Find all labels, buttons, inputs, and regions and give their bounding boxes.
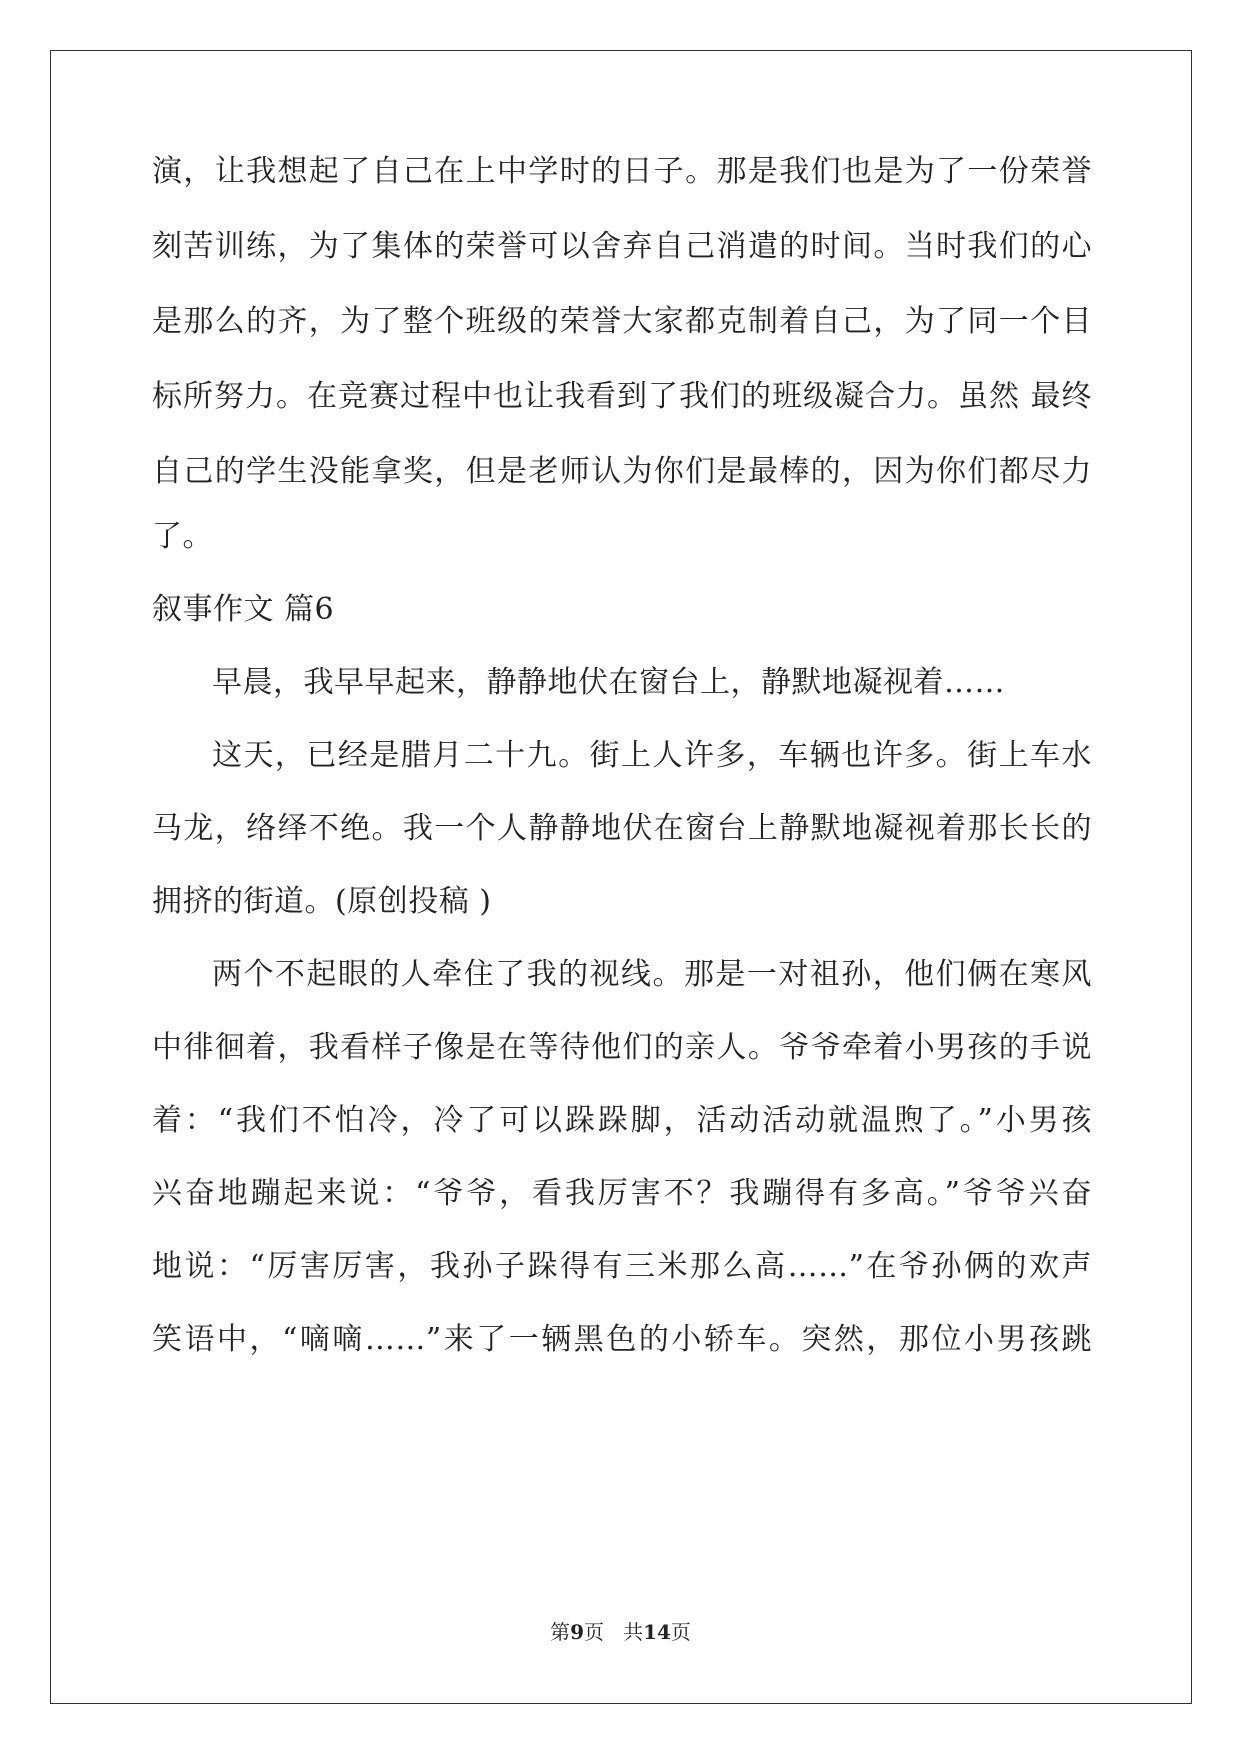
footer-mid: 页 共 <box>584 1620 644 1644</box>
section-heading: 叙事作文 篇6 <box>152 592 335 627</box>
text-line: 标所努力。在竞赛过程中也让我看到了我们的班级凝合力。虽然 最终 <box>152 379 1092 414</box>
paragraph-first-line: 两个不起眼的人牵住了我的视线。那是一对祖孙，他们俩在寒风 <box>212 957 1092 992</box>
text-line: 刻苦训练，为了集体的荣誉可以舍弃自己消遣的时间。当时我们的心 <box>152 229 1092 264</box>
text-line: 演，让我想起了自己在上中学时的日子。那是我们也是为了一份荣誉 <box>152 154 1092 189</box>
text-line: 中徘徊着，我看样子像是在等待他们的亲人。爷爷牵着小男孩的手说 <box>152 1030 1092 1065</box>
text-line: 笑语中，“嘀嘀……”来了一辆黑色的小轿车。突然，那位小男孩跳 <box>152 1322 1092 1357</box>
current-page-number: 9 <box>570 1620 584 1644</box>
total-page-number: 14 <box>643 1620 671 1644</box>
text-line: 地说：“厉害厉害，我孙子跺得有三米那么高……”在爷孙俩的欢声 <box>152 1249 1092 1284</box>
paragraph-first-line: 这天，已经是腊月二十九。街上人许多，车辆也许多。街上车水 <box>212 738 1092 773</box>
footer-prefix: 第 <box>550 1620 571 1644</box>
page-border <box>50 50 1192 1704</box>
text-line: 拥挤的街道。(原创投稿 ) <box>152 884 492 919</box>
text-line: 马龙，络绎不绝。我一个人静静地伏在窗台上静默地凝视着那长长的 <box>152 811 1092 846</box>
text-line: 自己的学生没能拿奖，但是老师认为你们是最棒的，因为你们都尽力 <box>152 454 1092 489</box>
text-line: 了。 <box>152 519 213 554</box>
text-line: 着：“我们不怕冷，冷了可以跺跺脚，活动活动就温煦了。”小男孩 <box>152 1103 1092 1138</box>
paragraph-first-line: 早晨，我早早起来，静静地伏在窗台上，静默地凝视着…… <box>212 665 1005 700</box>
page-footer <box>0 1618 1241 1646</box>
footer-suffix: 页 <box>670 1620 691 1644</box>
text-line: 兴奋地蹦起来说：“爷爷，看我厉害不？我蹦得有多高。”爷爷兴奋 <box>152 1176 1092 1211</box>
text-line: 是那么的齐，为了整个班级的荣誉大家都克制着自己，为了同一个目 <box>152 304 1092 339</box>
